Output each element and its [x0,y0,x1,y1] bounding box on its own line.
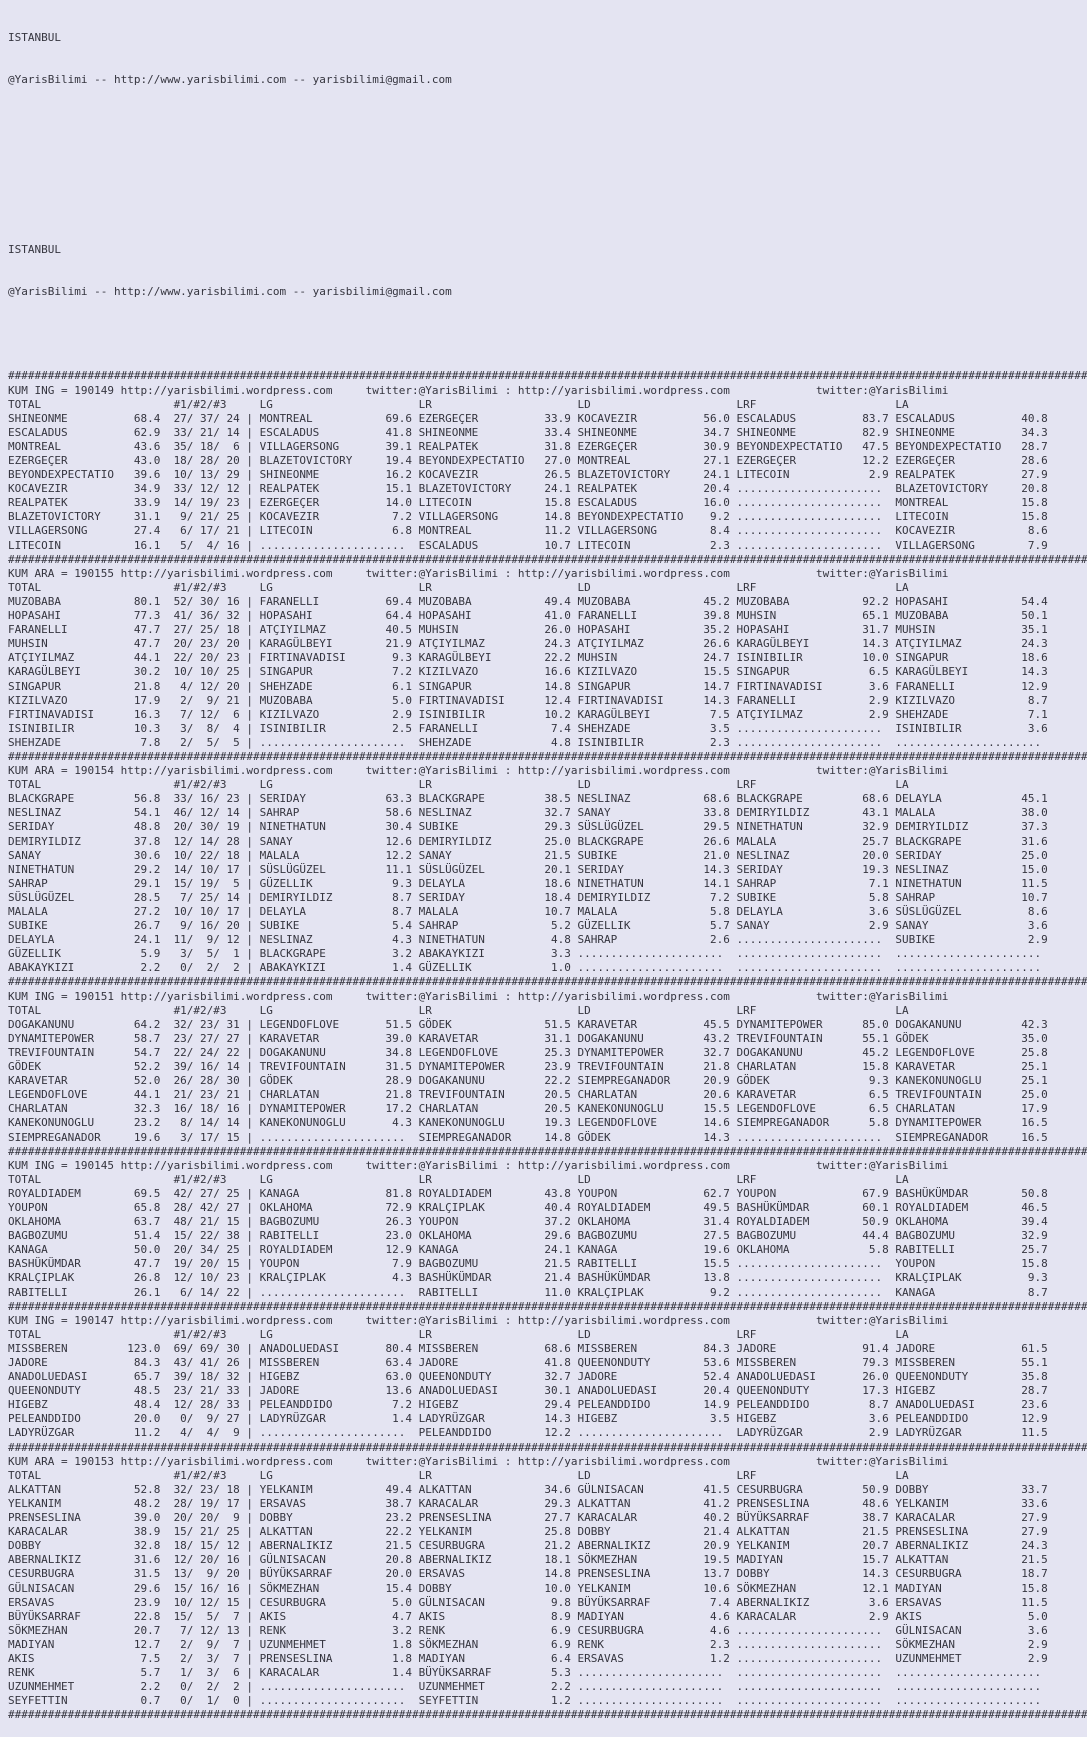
section-divider: ################################################################################################################################################################### [8,369,1087,383]
table-row: KIZILVAZO 17.9 2/ 9/ 21 | MUZOBABA 5.0 FIRTINAVADISI 12.4 FIRTINAVADISI 14.3 FARANELLI 2.9 KIZILVAZO 8.7 [8,693,1055,707]
table-row: HOPASAHI 77.3 41/ 36/ 32 | HOPASAHI 64.4 HOPASAHI 41.0 FARANELLI 39.8 MUHSIN 65.1 MUZOBABA 50.1 [8,609,1055,623]
table-row: MONTREAL 43.6 35/ 18/ 6 | VILLAGERSONG 39.1 REALPATEK 31.8 EZERGEÇER 30.9 BEYONDEXPECTATIO 47.5 BEYONDEXPECTATIO 28.7 [8,439,1055,453]
table-row: CHARLATAN 32.3 16/ 18/ 16 | DYNAMITEPOWER 17.2 CHARLATAN 20.5 KANEKONUNOGLU 15.5 LEGENDOFLOVE 6.5 CHARLATAN 17.9 [8,1102,1055,1116]
section-title: KUM ARA = 190155 http://yarisbilimi.wordpress.com twitter:@YarisBilimi : http://yarisbilimi.wordpress.com twitter:@YarisBilimi [8,566,949,580]
section-title: KUM ARA = 190153 http://yarisbilimi.wordpress.com twitter:@YarisBilimi : http://yarisbilimi.wordpress.com twitter:@YarisBilimi [8,1454,949,1468]
table-row: BLAZETOVICTORY 31.1 9/ 21/ 25 | KOCAVEZIR 7.2 VILLAGERSONG 14.8 BEYONDEXPECTATIO 9.2 ...................... LITECOIN 15.8 [8,510,1055,524]
section-title: KUM ING = 190145 http://yarisbilimi.wordpress.com twitter:@YarisBilimi : http://yarisbilimi.wordpress.com twitter:@YarisBilimi [8,1158,949,1172]
table-row: PRENSESLINA 39.0 20/ 20/ 9 | DOBBY 23.2 PRENSESLINA 27.7 KARACALAR 40.2 BÜYÜKSARRAF 38.7 KARACALAR 27.9 [8,1511,1055,1525]
table-row: DOBBY 32.8 18/ 15/ 12 | ABERNALIKIZ 21.5 CESURBUGRA 21.2 ABERNALIKIZ 20.9 YELKANIM 20.7 ABERNALIKIZ 24.3 [8,1539,1055,1553]
city-title: ISTANBUL [8,31,61,45]
table-row: ISINIBILIR 10.3 3/ 8/ 4 | ISINIBILIR 2.5 FARANELLI 7.4 SHEHZADE 3.5 ...................... ISINIBILIR 3.6 [8,721,1055,735]
table-row: HIGEBZ 48.4 12/ 28/ 33 | PELEANDDIDO 7.2 HIGEBZ 29.4 PELEANDDIDO 14.9 PELEANDDIDO 8.7 ANADOLUEDASI 23.6 [8,1398,1055,1412]
table-row: LADYRÜZGAR 11.2 4/ 4/ 9 | ...................... PELEANDDIDO 12.2 ...................... LADYRÜZGAR 2.9 LADYRÜZGAR 11.5 [8,1426,1055,1440]
table-row: BAGBOZUMU 51.4 15/ 22/ 38 | RABITELLI 23.0 OKLAHOMA 29.6 BAGBOZUMU 27.5 BAGBOZUMU 44.4 BAGBOZUMU 32.9 [8,1229,1055,1243]
table-row: KANEKONUNOGLU 23.2 8/ 14/ 14 | KANEKONUNOGLU 4.3 KANEKONUNOGLU 19.3 LEGENDOFLOVE 14.6 SIEMPREGANADOR 5.8 DYNAMITEPOWER 16.5 [8,1116,1055,1130]
table-row: MADIYAN 12.7 2/ 9/ 7 | UZUNMEHMET 1.8 SÖKMEZHAN 6.9 RENK 2.3 ...................... SÖKMEZHAN 2.9 [8,1637,1055,1651]
table-row: ATÇIYILMAZ 44.1 22/ 20/ 23 | FIRTINAVADISI 9.3 KARAGÜLBEYI 22.2 MUHSIN 24.7 ISINIBILIR 10.0 SINGAPUR 18.6 [8,651,1055,665]
table-row: FARANELLI 47.7 27/ 25/ 18 | ATÇIYILMAZ 40.5 MUHSIN 26.0 HOPASAHI 35.2 HOPASAHI 31.7 MUHSIN 35.1 [8,623,1055,637]
section-divider: ################################################################################################################################################################### [8,552,1087,566]
column-header-row: TOTAL #1/#2/#3 LG LR LD LRF LA [8,1172,909,1186]
table-row: EZERGEÇER 43.0 18/ 28/ 20 | BLAZETOVICTORY 19.4 BEYONDEXPECTATIO 27.0 MONTREAL 27.1 EZERGEÇER 12.2 EZERGEÇER 28.6 [8,454,1055,467]
column-header-row: TOTAL #1/#2/#3 LG LR LD LRF LA [8,1327,909,1341]
table-row: PELEANDDIDO 20.0 0/ 9/ 27 | LADYRÜZGAR 1.4 LADYRÜZGAR 14.3 HIGEBZ 3.5 HIGEBZ 3.6 PELEANDDIDO 12.9 [8,1412,1055,1426]
section-divider: ################################################################################################################################################################### [8,975,1087,989]
byline: @YarisBilimi -- http://www.yarisbilimi.com -- yarisbilimi@gmail.com [8,284,452,298]
table-row: KRALÇIPLAK 26.8 12/ 10/ 23 | KRALÇIPLAK 4.3 BASHÜKÜMDAR 21.4 BASHÜKÜMDAR 13.8 ...................... KRALÇIPLAK 9.3 [8,1271,1055,1285]
blank-line [8,116,1080,130]
section-divider: ################################################################################################################################################################### [8,1144,1087,1158]
table-row: DOGAKANUNU 64.2 32/ 23/ 31 | LEGENDOFLOVE 51.5 GÖDEK 51.5 KARAVETAR 45.5 DYNAMITEPOWER 85.0 DOGAKANUNU 42.3 [8,1017,1055,1031]
table-row: MUZOBABA 80.1 52/ 30/ 16 | FARANELLI 69.4 MUZOBABA 49.4 MUZOBABA 45.2 MUZOBABA 92.2 HOPASAHI 54.4 [8,594,1055,608]
section-title: KUM ING = 190151 http://yarisbilimi.wordpress.com twitter:@YarisBilimi : http://yarisbilimi.wordpress.com twitter:@YarisBilimi [8,989,949,1003]
table-row: SHEHZADE 7.8 2/ 5/ 5 | ...................... SHEHZADE 4.8 ISINIBILIR 2.3 ...................... ...................... [8,735,1055,749]
table-row: MUHSIN 47.7 20/ 23/ 20 | KARAGÜLBEYI 21.9 ATÇIYILMAZ 24.3 ATÇIYILMAZ 26.6 KARAGÜLBEYI 14.3 ATÇIYILMAZ 24.3 [8,637,1055,651]
table-row: ALKATTAN 52.8 32/ 23/ 18 | YELKANIM 49.4 ALKATTAN 34.6 GÜLNISACAN 41.5 CESURBUGRA 50.9 DOBBY 33.7 [8,1482,1055,1496]
byline: @YarisBilimi -- http://www.yarisbilimi.com -- yarisbilimi@gmail.com [8,73,452,87]
table-row: KARAVETAR 52.0 26/ 28/ 30 | GÖDEK 28.9 DOGAKANUNU 22.2 SIEMPREGANADOR 20.9 GÖDEK 9.3 KANEKONUNOGLU 25.1 [8,1074,1055,1088]
table-row: ERSAVAS 23.9 10/ 12/ 15 | CESURBUGRA 5.0 GÜLNISACAN 9.8 BÜYÜKSARRAF 7.4 ABERNALIKIZ 3.6 ERSAVAS 11.5 [8,1595,1055,1609]
table-row: BASHÜKÜMDAR 47.7 19/ 20/ 15 | YOUPON 7.9 BAGBOZUMU 21.5 RABITELLI 15.5 ...................... YOUPON 15.8 [8,1257,1055,1271]
table-row: ROYALDIADEM 69.5 42/ 27/ 25 | KANAGA 81.8 ROYALDIADEM 43.8 YOUPON 62.7 YOUPON 67.9 BASHÜKÜMDAR 50.8 [8,1186,1055,1200]
column-header-row: TOTAL #1/#2/#3 LG LR LD LRF LA [8,1003,909,1017]
blank-line [8,158,1080,172]
section-divider: ################################################################################################################################################################### [8,749,1087,763]
column-header-row: TOTAL #1/#2/#3 LG LR LD LRF LA [8,397,909,411]
table-row: ANADOLUEDASI 65.7 39/ 18/ 32 | HIGEBZ 63.0 QUEENONDUTY 32.7 JADORE 52.4 ANADOLUEDASI 26.0 QUEENONDUTY 35.8 [8,1370,1055,1384]
section-title: KUM ARA = 190154 http://yarisbilimi.wordpress.com twitter:@YarisBilimi : http://yarisbilimi.wordpress.com twitter:@YarisBilimi [8,764,949,778]
table-row: FIRTINAVADISI 16.3 7/ 12/ 6 | KIZILVAZO 2.9 ISINIBILIR 10.2 KARAGÜLBEYI 7.5 ATÇIYILMAZ 2.9 SHEHZADE 7.1 [8,707,1055,721]
table-row: KOCAVEZIR 34.9 33/ 12/ 12 | REALPATEK 15.1 BLAZETOVICTORY 24.1 REALPATEK 20.4 ...................... BLAZETOVICTORY 20.8 [8,482,1055,496]
table-row: REALPATEK 33.9 14/ 19/ 23 | EZERGEÇER 14.0 LITECOIN 15.8 ESCALADUS 16.0 ...................... MONTREAL 15.8 [8,496,1055,510]
table-row: OKLAHOMA 63.7 48/ 21/ 15 | BAGBOZUMU 26.3 YOUPON 37.2 OKLAHOMA 31.4 ROYALDIADEM 50.9 OKLAHOMA 39.4 [8,1215,1055,1229]
table-row: NINETHATUN 29.2 14/ 10/ 17 | SÜSLÜGÜZEL 11.1 SÜSLÜGÜZEL 20.1 SERIDAY 14.3 SERIDAY 19.3 NESLINAZ 15.0 [8,862,1055,876]
column-header-row: TOTAL #1/#2/#3 LG LR LD LRF LA [8,778,909,792]
table-row: GÜZELLIK 5.9 3/ 5/ 1 | BLACKGRAPE 3.2 ABAKAYKIZI 3.3 ...................... ...................... ...................... [8,947,1055,961]
table-row: ABAKAYKIZI 2.2 0/ 2/ 2 | ABAKAYKIZI 1.4 GÜZELLIK 1.0 ...................... ...................... ...................... [8,961,1055,975]
table-row: SEYFETTIN 0.7 0/ 1/ 0 | ...................... SEYFETTIN 1.2 ...................... ...................... ...................... [8,1694,1055,1708]
table-row: SUBIKE 26.7 9/ 16/ 20 | SUBIKE 5.4 SAHRAP 5.2 GÜZELLIK 5.7 SANAY 2.9 SANAY 3.6 [8,919,1055,933]
table-row: BLACKGRAPE 56.8 33/ 16/ 23 | SERIDAY 63.3 BLACKGRAPE 38.5 NESLINAZ 68.6 BLACKGRAPE 68.6 DELAYLA 45.1 [8,792,1055,806]
table-row: VILLAGERSONG 27.4 6/ 17/ 21 | LITECOIN 6.8 MONTREAL 11.2 VILLAGERSONG 8.4 ...................... KOCAVEZIR 8.6 [8,524,1055,538]
table-row: SHINEONME 68.4 27/ 37/ 24 | MONTREAL 69.6 EZERGEÇER 33.9 KOCAVEZIR 56.0 ESCALADUS 83.7 ESCALADUS 40.8 [8,411,1055,425]
table-row: KARACALAR 38.9 15/ 21/ 25 | ALKATTAN 22.2 YELKANIM 25.8 DOBBY 21.4 ALKATTAN 21.5 PRENSESLINA 27.9 [8,1525,1055,1539]
column-header-row: TOTAL #1/#2/#3 LG LR LD LRF LA [8,580,909,594]
table-row: LITECOIN 16.1 5/ 4/ 16 | ...................... ESCALADUS 10.7 LITECOIN 2.3 ...................... VILLAGERSONG 7.9 [8,538,1055,552]
table-row: DYNAMITEPOWER 58.7 23/ 27/ 27 | KARAVETAR 39.0 KARAVETAR 31.1 DOGAKANUNU 43.2 TREVIFOUNTAIN 55.1 GÖDEK 35.0 [8,1031,1055,1045]
table-row: SÖKMEZHAN 20.7 7/ 12/ 13 | RENK 3.2 RENK 6.9 CESURBUGRA 4.6 ...................... GÜLNISACAN 3.6 [8,1623,1055,1637]
table-row: SINGAPUR 21.8 4/ 12/ 20 | SHEHZADE 6.1 SINGAPUR 14.8 SINGAPUR 14.7 FIRTINAVADISI 3.6 FARANELLI 12.9 [8,679,1055,693]
table-row: BEYONDEXPECTATIO 39.6 10/ 13/ 29 | SHINEONME 16.2 KOCAVEZIR 26.5 BLAZETOVICTORY 24.1 LITECOIN 2.9 REALPATEK 27.9 [8,468,1055,482]
table-row: KARAGÜLBEYI 30.2 10/ 10/ 25 | SINGAPUR 7.2 KIZILVAZO 16.6 KIZILVAZO 15.5 SINGAPUR 6.5 KARAGÜLBEYI 14.3 [8,665,1055,679]
table-row: LEGENDOFLOVE 44.1 21/ 23/ 21 | CHARLATAN 21.8 TREVIFOUNTAIN 20.5 CHARLATAN 20.6 KARAVETAR 6.5 TREVIFOUNTAIN 25.0 [8,1088,1055,1102]
table-row: RABITELLI 26.1 6/ 14/ 22 | ...................... RABITELLI 11.0 KRALÇIPLAK 9.2 ...................... KANAGA 8.7 [8,1285,1055,1299]
section-title: KUM ING = 190147 http://yarisbilimi.wordpress.com twitter:@YarisBilimi : http://yarisbilimi.wordpress.com twitter:@YarisBilimi [8,1313,949,1327]
table-row: YELKANIM 48.2 28/ 19/ 17 | ERSAVAS 38.7 KARACALAR 29.3 ALKATTAN 41.2 PRENSESLINA 48.6 YELKANIM 33.6 [8,1496,1055,1510]
table-row: KANAGA 50.0 20/ 34/ 25 | ROYALDIADEM 12.9 KANAGA 24.1 KANAGA 19.6 OKLAHOMA 5.8 RABITELLI 25.7 [8,1243,1055,1257]
table-row: BÜYÜKSARRAF 22.8 15/ 5/ 7 | AKIS 4.7 AKIS 8.9 MADIYAN 4.6 KARACALAR 2.9 AKIS 5.0 [8,1609,1055,1623]
table-row: SANAY 30.6 10/ 22/ 18 | MALALA 12.2 SANAY 21.5 SUBIKE 21.0 NESLINAZ 20.0 SERIDAY 25.0 [8,848,1055,862]
column-header-row: TOTAL #1/#2/#3 LG LR LD LRF LA [8,1468,909,1482]
table-row: ABERNALIKIZ 31.6 12/ 20/ 16 | GÜLNISACAN 20.8 ABERNALIKIZ 18.1 SÖKMEZHAN 19.5 MADIYAN 15.7 ALKATTAN 21.5 [8,1553,1055,1567]
table-row: NESLINAZ 54.1 46/ 12/ 14 | SAHRAP 58.6 NESLINAZ 32.7 SANAY 33.8 DEMIRYILDIZ 43.1 MALALA 38.0 [8,806,1055,820]
table-row: DELAYLA 24.1 11/ 9/ 12 | NESLINAZ 4.3 NINETHATUN 4.8 SAHRAP 2.6 ...................... SUBIKE 2.9 [8,933,1055,947]
table-row: UZUNMEHMET 2.2 0/ 2/ 2 | ...................... UZUNMEHMET 2.2 ...................... ...................... ...................... [8,1680,1055,1694]
table-row: YOUPON 65.8 28/ 42/ 27 | OKLAHOMA 72.9 KRALÇIPLAK 40.4 ROYALDIADEM 49.5 BASHÜKÜMDAR 60.1 ROYALDIADEM 46.5 [8,1200,1055,1214]
table-row: MALALA 27.2 10/ 10/ 17 | DELAYLA 8.7 MALALA 10.7 MALALA 5.8 DELAYLA 3.6 SÜSLÜGÜZEL 8.6 [8,905,1055,918]
city-title: ISTANBUL [8,242,61,256]
table-row: SÜSLÜGÜZEL 28.5 7/ 25/ 14 | DEMIRYILDIZ 8.7 SERIDAY 18.4 DEMIRYILDIZ 7.2 SUBIKE 5.8 SAHRAP 10.7 [8,890,1055,904]
blank-line [8,200,1080,214]
table-row: MISSBEREN 123.0 69/ 69/ 30 | ANADOLUEDASI 80.4 MISSBEREN 68.6 MISSBEREN 84.3 JADORE 91.4 JADORE 61.5 [8,1341,1055,1355]
section-divider: ################################################################################################################################################################### [8,1708,1087,1722]
table-row: ESCALADUS 62.9 33/ 21/ 14 | ESCALADUS 41.8 SHINEONME 33.4 SHINEONME 34.7 SHINEONME 82.9 SHINEONME 34.3 [8,425,1055,439]
table-row: SAHRAP 29.1 15/ 19/ 5 | GÜZELLIK 9.3 DELAYLA 18.6 NINETHATUN 14.1 SAHRAP 7.1 NINETHATUN 11.5 [8,876,1055,890]
table-row: RENK 5.7 1/ 3/ 6 | KARACALAR 1.4 BÜYÜKSARRAF 5.3 ...................... ...................... ...................... [8,1666,1055,1680]
table-row: GÖDEK 52.2 39/ 16/ 14 | TREVIFOUNTAIN 31.5 DYNAMITEPOWER 23.9 TREVIFOUNTAIN 21.8 CHARLATAN 15.8 KARAVETAR 25.1 [8,1060,1055,1074]
table-row: TREVIFOUNTAIN 54.7 22/ 24/ 22 | DOGAKANUNU 34.8 LEGENDOFLOVE 25.3 DYNAMITEPOWER 32.7 DOGAKANUNU 45.2 LEGENDOFLOVE 25.8 [8,1045,1055,1059]
table-row: SERIDAY 48.8 20/ 30/ 19 | NINETHATUN 30.4 SUBIKE 29.3 SÜSLÜGÜZEL 29.5 NINETHATUN 32.9 DEMIRYILDIZ 37.3 [8,820,1055,834]
table-row: QUEENONDUTY 48.5 23/ 21/ 33 | JADORE 13.6 ANADOLUEDASI 30.1 ANADOLUEDASI 20.4 QUEENONDUTY 17.3 HIGEBZ 28.7 [8,1384,1055,1398]
table-row: GÜLNISACAN 29.6 15/ 16/ 16 | SÖKMEZHAN 15.4 DOBBY 10.0 YELKANIM 10.6 SÖKMEZHAN 12.1 MADIYAN 15.8 [8,1581,1055,1595]
table-row: JADORE 84.3 43/ 41/ 26 | MISSBEREN 63.4 JADORE 41.8 QUEENONDUTY 53.6 MISSBEREN 79.3 MISSBEREN 55.1 [8,1356,1055,1369]
table-row: AKIS 7.5 2/ 3/ 7 | PRENSESLINA 1.8 MADIYAN 6.4 ERSAVAS 1.2 ...................... UZUNMEHMET 2.9 [8,1651,1055,1665]
section-title: KUM ING = 190149 http://yarisbilimi.wordpress.com twitter:@YarisBilimi : http://yarisbilimi.wordpress.com twitter:@YarisBilimi [8,383,949,397]
table-row: DEMIRYILDIZ 37.8 12/ 14/ 28 | SANAY 12.6 DEMIRYILDIZ 25.0 BLACKGRAPE 26.6 MALALA 25.7 BLACKGRAPE 31.6 [8,834,1055,848]
section-divider: ################################################################################################################################################################### [8,1299,1087,1313]
table-row: SIEMPREGANADOR 19.6 3/ 17/ 15 | ...................... SIEMPREGANADOR 14.8 GÖDEK 14.3 ...................... SIEMPREGANADOR 16.5 [8,1130,1055,1144]
table-row: CESURBUGRA 31.5 13/ 9/ 20 | BÜYÜKSARRAF 20.0 ERSAVAS 14.8 PRENSESLINA 13.7 DOBBY 14.3 CESURBUGRA 18.7 [8,1567,1055,1581]
section-divider: ################################################################################################################################################################### [8,1440,1087,1454]
stats-sections [8,369,1087,1722]
blank-line [8,327,1080,341]
